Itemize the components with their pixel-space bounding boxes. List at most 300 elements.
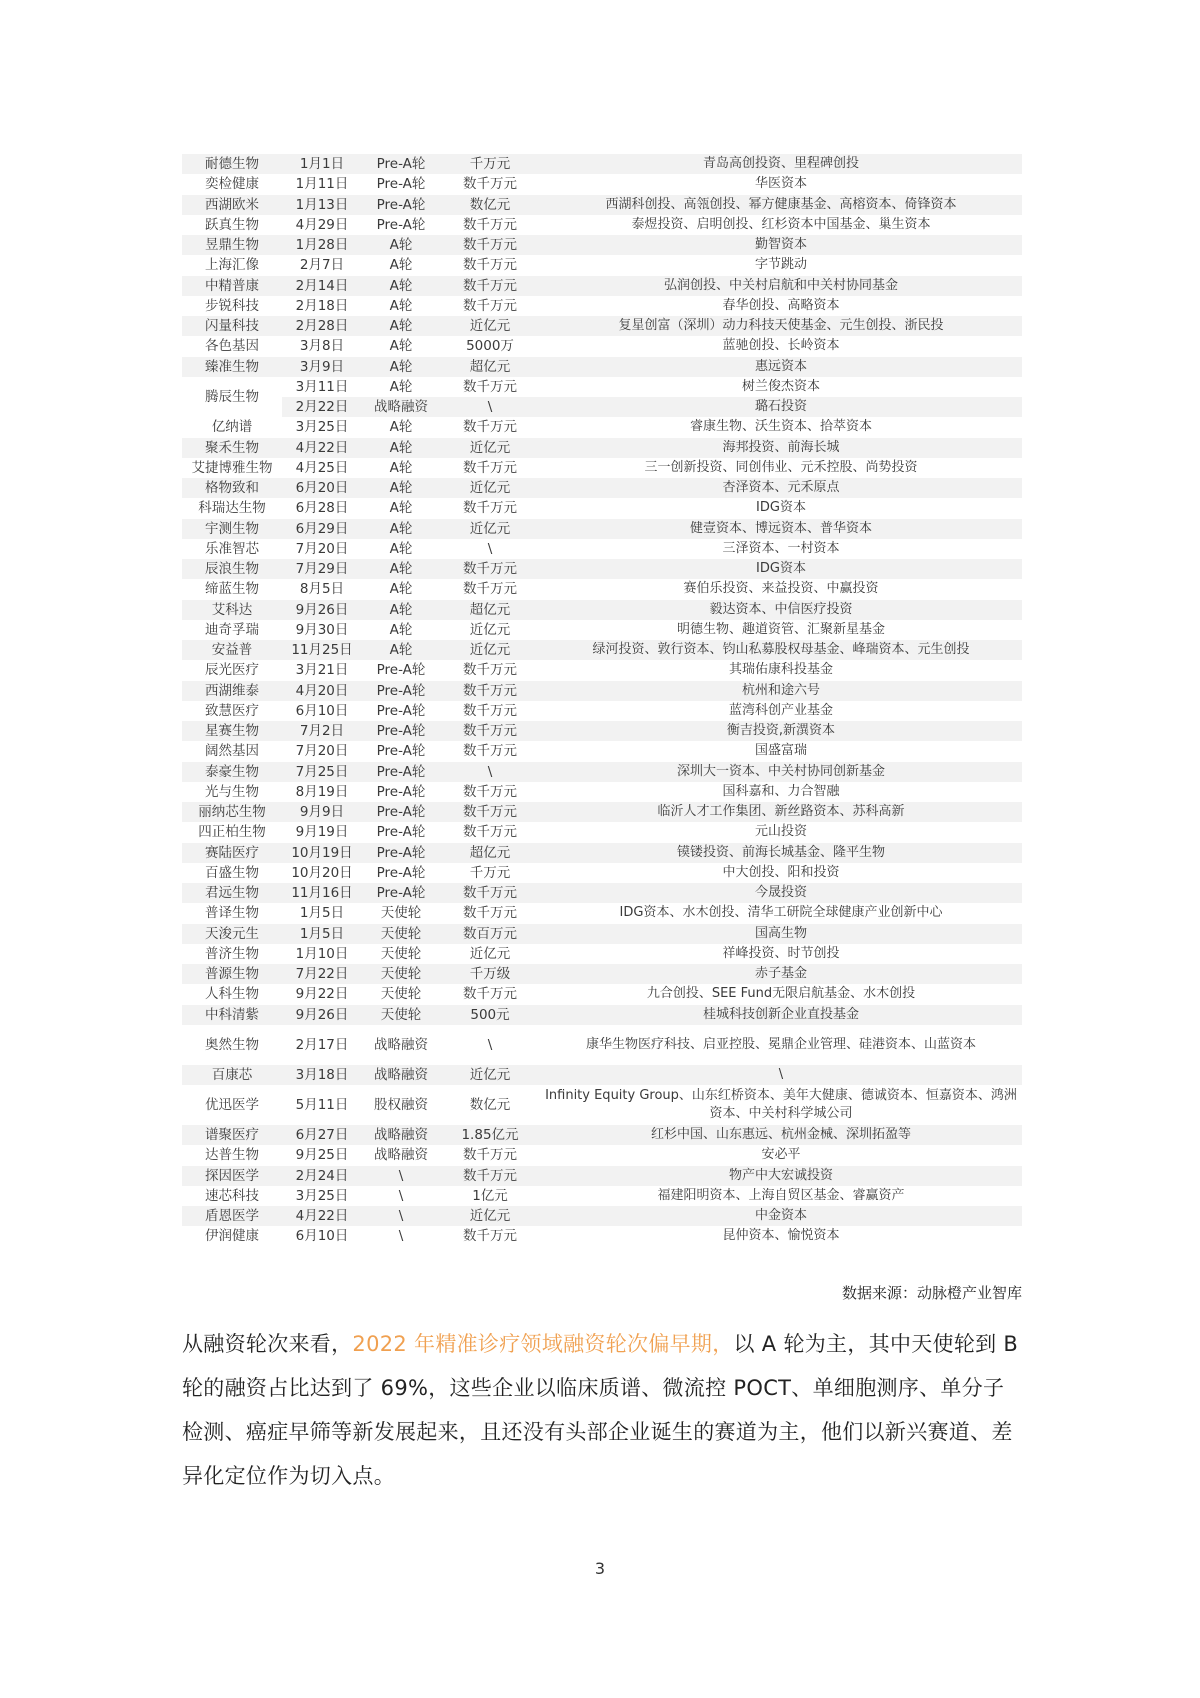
table-row bbox=[182, 498, 1022, 518]
table-row bbox=[182, 174, 1022, 194]
cell-amount: 千万级 bbox=[440, 964, 540, 984]
cell-amount: 超亿元 bbox=[440, 843, 540, 863]
cell-amount: 数千万元 bbox=[440, 822, 540, 842]
cell-round: Pre-A轮 bbox=[362, 883, 440, 903]
cell-date: 1月13日 bbox=[282, 195, 362, 215]
table-row bbox=[182, 276, 1022, 296]
table-row bbox=[182, 964, 1022, 984]
cell-date: 7月22日 bbox=[282, 964, 362, 984]
table-row bbox=[182, 620, 1022, 640]
table-row bbox=[182, 681, 1022, 701]
table-row bbox=[182, 1166, 1022, 1186]
cell-date: 9月9日 bbox=[282, 802, 362, 822]
cell-date: 1月11日 bbox=[282, 174, 362, 194]
cell-round: Pre-A轮 bbox=[362, 174, 440, 194]
cell-date: 1月5日 bbox=[282, 924, 362, 944]
table-row bbox=[182, 438, 1022, 458]
cell-amount: 数千万元 bbox=[440, 903, 540, 923]
cell-round: 天使轮 bbox=[362, 1005, 440, 1025]
cell-round: 战略融资 bbox=[362, 1025, 440, 1065]
cell-company: 达普生物 bbox=[182, 1145, 282, 1165]
cell-date: 6月27日 bbox=[282, 1125, 362, 1145]
table-row bbox=[182, 701, 1022, 721]
table-row bbox=[182, 822, 1022, 842]
data-source-note: 数据来源：动脉橙产业智库 bbox=[841, 1284, 1022, 1302]
table-row bbox=[182, 903, 1022, 923]
cell-company: 艾科达 bbox=[182, 600, 282, 620]
cell-date: 2月28日 bbox=[282, 316, 362, 336]
cell-round: Pre-A轮 bbox=[362, 681, 440, 701]
cell-round: A轮 bbox=[362, 498, 440, 518]
cell-date: 10月19日 bbox=[282, 843, 362, 863]
cell-round: A轮 bbox=[362, 539, 440, 559]
cell-amount: 数百万元 bbox=[440, 924, 540, 944]
cell-round: Pre-A轮 bbox=[362, 154, 440, 174]
cell-company: 辰浪生物 bbox=[182, 559, 282, 579]
cell-investors: 蓝驰创投、长岭资本 bbox=[540, 336, 1022, 356]
cell-investors: 绿河投资、敦行资本、钧山私募股权母基金、峰瑞资本、元生创投 bbox=[540, 640, 1022, 660]
cell-amount: 近亿元 bbox=[440, 316, 540, 336]
table-row bbox=[182, 660, 1022, 680]
table-row bbox=[182, 802, 1022, 822]
cell-date: 7月20日 bbox=[282, 741, 362, 761]
cell-company: 奥然生物 bbox=[182, 1025, 282, 1065]
cell-round: \ bbox=[362, 1226, 440, 1246]
cell-investors: 康华生物医疗科技、启亚控股、冕鼎企业管理、硅港资本、山蓝资本 bbox=[540, 1025, 1022, 1065]
cell-investors: 赤子基金 bbox=[540, 964, 1022, 984]
cell-investors: 中大创投、阳和投资 bbox=[540, 863, 1022, 883]
table-row bbox=[182, 721, 1022, 741]
paragraph-highlight: 2022 年精准诊疗领域融资轮次偏早期， bbox=[352, 1332, 734, 1356]
cell-investors: 今晟投资 bbox=[540, 883, 1022, 903]
table-row bbox=[182, 336, 1022, 356]
cell-amount: 近亿元 bbox=[440, 519, 540, 539]
cell-company: 阔然基因 bbox=[182, 741, 282, 761]
cell-round: A轮 bbox=[362, 579, 440, 599]
cell-date: 3月8日 bbox=[282, 336, 362, 356]
cell-company: 四正柏生物 bbox=[182, 822, 282, 842]
cell-company: 臻准生物 bbox=[182, 357, 282, 377]
cell-amount: 数千万元 bbox=[440, 1226, 540, 1246]
table-row bbox=[182, 154, 1022, 174]
cell-company: 亿纳谱 bbox=[182, 417, 282, 437]
cell-date: 3月21日 bbox=[282, 660, 362, 680]
cell-company: 赛陆医疗 bbox=[182, 843, 282, 863]
cell-date: 4月25日 bbox=[282, 458, 362, 478]
cell-amount: \ bbox=[440, 397, 540, 417]
table-row bbox=[182, 215, 1022, 235]
cell-round: A轮 bbox=[362, 519, 440, 539]
table-row bbox=[182, 741, 1022, 761]
paragraph-lead: 从融资轮次来看， bbox=[182, 1332, 353, 1356]
cell-company: 缔蓝生物 bbox=[182, 579, 282, 599]
cell-amount: 1.85亿元 bbox=[440, 1125, 540, 1145]
cell-date: 4月22日 bbox=[282, 1206, 362, 1226]
cell-date: 6月20日 bbox=[282, 478, 362, 498]
cell-date: 11月25日 bbox=[282, 640, 362, 660]
cell-investors: 九合创投、SEE Fund无限启航基金、水木创投 bbox=[540, 984, 1022, 1004]
cell-round: Pre-A轮 bbox=[362, 660, 440, 680]
cell-date: 1月5日 bbox=[282, 903, 362, 923]
cell-date: 3月25日 bbox=[282, 1186, 362, 1206]
cell-date: 6月10日 bbox=[282, 1226, 362, 1246]
cell-amount: 近亿元 bbox=[440, 640, 540, 660]
cell-date: 4月22日 bbox=[282, 438, 362, 458]
cell-amount: 数千万元 bbox=[440, 458, 540, 478]
cell-investors: 复星创富（深圳）动力科技天使基金、元生创投、浙民投 bbox=[540, 316, 1022, 336]
cell-investors: 三一创新投资、同创伟业、元禾控股、尚势投资 bbox=[540, 458, 1022, 478]
cell-round: A轮 bbox=[362, 255, 440, 275]
cell-round: A轮 bbox=[362, 316, 440, 336]
cell-company: 闪量科技 bbox=[182, 316, 282, 336]
cell-round: 战略融资 bbox=[362, 1145, 440, 1165]
cell-round: Pre-A轮 bbox=[362, 215, 440, 235]
cell-company: 西湖维泰 bbox=[182, 681, 282, 701]
cell-investors: 衡吉投资,新潩资本 bbox=[540, 721, 1022, 741]
cell-date: 6月28日 bbox=[282, 498, 362, 518]
cell-company: 腾辰生物 bbox=[182, 377, 282, 418]
cell-round: A轮 bbox=[362, 377, 440, 397]
cell-company: 科瑞达生物 bbox=[182, 498, 282, 518]
table-row bbox=[182, 235, 1022, 255]
cell-round: \ bbox=[362, 1186, 440, 1206]
cell-investors: 安必平 bbox=[540, 1145, 1022, 1165]
cell-company: 聚禾生物 bbox=[182, 438, 282, 458]
table-row bbox=[182, 1186, 1022, 1206]
cell-amount: \ bbox=[440, 539, 540, 559]
cell-investors: 海邦投资、前海长城 bbox=[540, 438, 1022, 458]
cell-company: 宇测生物 bbox=[182, 519, 282, 539]
cell-investors: 健壹资本、博远资本、普华资本 bbox=[540, 519, 1022, 539]
cell-amount: 数千万元 bbox=[440, 681, 540, 701]
cell-company: 百盛生物 bbox=[182, 863, 282, 883]
cell-date: 1月1日 bbox=[282, 154, 362, 174]
cell-company: 乐准智芯 bbox=[182, 539, 282, 559]
cell-round: Pre-A轮 bbox=[362, 741, 440, 761]
cell-investors: \ bbox=[540, 1065, 1022, 1085]
cell-date: 7月25日 bbox=[282, 762, 362, 782]
cell-date: 7月20日 bbox=[282, 539, 362, 559]
cell-round: \ bbox=[362, 1206, 440, 1226]
cell-amount: 数千万元 bbox=[440, 235, 540, 255]
cell-amount: 近亿元 bbox=[440, 1206, 540, 1226]
table-row bbox=[182, 579, 1022, 599]
cell-investors: 字节跳动 bbox=[540, 255, 1022, 275]
table-row bbox=[182, 458, 1022, 478]
cell-round: A轮 bbox=[362, 640, 440, 660]
cell-amount: 近亿元 bbox=[440, 438, 540, 458]
cell-company: 各色基因 bbox=[182, 336, 282, 356]
cell-investors: 华医资本 bbox=[540, 174, 1022, 194]
table-row bbox=[182, 924, 1022, 944]
cell-amount: 近亿元 bbox=[440, 944, 540, 964]
cell-amount: 千万元 bbox=[440, 863, 540, 883]
table-row bbox=[182, 984, 1022, 1004]
table-row bbox=[182, 863, 1022, 883]
cell-investors: 元山投资 bbox=[540, 822, 1022, 842]
cell-date: 11月16日 bbox=[282, 883, 362, 903]
cell-company: 迪奇孚瑞 bbox=[182, 620, 282, 640]
cell-round: A轮 bbox=[362, 600, 440, 620]
cell-amount: 数千万元 bbox=[440, 579, 540, 599]
table-row bbox=[182, 1125, 1022, 1145]
cell-date: 9月26日 bbox=[282, 600, 362, 620]
cell-investors: 红杉中国、山东惠远、杭州金械、深圳拓盈等 bbox=[540, 1125, 1022, 1145]
page-number: 3 bbox=[594, 1559, 606, 1578]
cell-investors: 西湖科创投、高瓴创投、幂方健康基金、高榕资本、倚锋资本 bbox=[540, 195, 1022, 215]
cell-date: 1月10日 bbox=[282, 944, 362, 964]
cell-round: 天使轮 bbox=[362, 903, 440, 923]
cell-company: 普济生物 bbox=[182, 944, 282, 964]
cell-date: 6月29日 bbox=[282, 519, 362, 539]
cell-investors: 杭州和途六号 bbox=[540, 681, 1022, 701]
cell-company: 盾恩医学 bbox=[182, 1206, 282, 1226]
cell-company: 丽纳芯生物 bbox=[182, 802, 282, 822]
cell-investors: 赛伯乐投资、来益投资、中赢投资 bbox=[540, 579, 1022, 599]
cell-amount: 数千万元 bbox=[440, 377, 540, 397]
cell-round: Pre-A轮 bbox=[362, 863, 440, 883]
cell-round: Pre-A轮 bbox=[362, 802, 440, 822]
table-row bbox=[182, 1025, 1022, 1065]
cell-amount: 5000万 bbox=[440, 336, 540, 356]
cell-investors: 璐石投资 bbox=[540, 397, 1022, 417]
cell-round: A轮 bbox=[362, 620, 440, 640]
body-paragraph bbox=[182, 1322, 1022, 1498]
cell-amount: 数千万元 bbox=[440, 802, 540, 822]
cell-investors: IDG资本 bbox=[540, 559, 1022, 579]
cell-date: 9月19日 bbox=[282, 822, 362, 842]
cell-round: A轮 bbox=[362, 357, 440, 377]
cell-date: 4月20日 bbox=[282, 681, 362, 701]
cell-round: Pre-A轮 bbox=[362, 721, 440, 741]
cell-company: 君远生物 bbox=[182, 883, 282, 903]
cell-investors: 深圳大一资本、中关村协同创新基金 bbox=[540, 762, 1022, 782]
table-row bbox=[182, 316, 1022, 336]
cell-investors: 物产中大宏诚投资 bbox=[540, 1166, 1022, 1186]
table-row bbox=[182, 255, 1022, 275]
cell-round: Pre-A轮 bbox=[362, 782, 440, 802]
cell-date: 8月5日 bbox=[282, 579, 362, 599]
cell-amount: 近亿元 bbox=[440, 620, 540, 640]
cell-amount: 500元 bbox=[440, 1005, 540, 1025]
table-row bbox=[182, 1085, 1022, 1125]
cell-amount: 数千万元 bbox=[440, 721, 540, 741]
cell-date: 2月18日 bbox=[282, 296, 362, 316]
cell-company: 伊润健康 bbox=[182, 1226, 282, 1246]
table-row bbox=[182, 377, 1022, 397]
cell-round: A轮 bbox=[362, 336, 440, 356]
cell-date: 2月24日 bbox=[282, 1166, 362, 1186]
cell-date: 3月18日 bbox=[282, 1065, 362, 1085]
cell-investors: 国高生物 bbox=[540, 924, 1022, 944]
cell-investors: 树兰俊杰资本 bbox=[540, 377, 1022, 397]
cell-round: A轮 bbox=[362, 417, 440, 437]
cell-round: 天使轮 bbox=[362, 944, 440, 964]
cell-amount: 数千万元 bbox=[440, 174, 540, 194]
cell-investors: 毅达资本、中信医疗投资 bbox=[540, 600, 1022, 620]
cell-company: 中科清紫 bbox=[182, 1005, 282, 1025]
cell-investors: 昆仲资本、愉悦资本 bbox=[540, 1226, 1022, 1246]
cell-company: 谱聚医疗 bbox=[182, 1125, 282, 1145]
cell-date: 3月9日 bbox=[282, 357, 362, 377]
cell-amount: 数千万元 bbox=[440, 701, 540, 721]
cell-company: 人科生物 bbox=[182, 984, 282, 1004]
table-row bbox=[182, 640, 1022, 660]
table-row bbox=[182, 782, 1022, 802]
cell-amount: 数千万元 bbox=[440, 417, 540, 437]
cell-investors: 弘润创投、中关村启航和中关村协同基金 bbox=[540, 276, 1022, 296]
table-row bbox=[182, 296, 1022, 316]
cell-investors: 明德生物、趣道资管、汇聚新星基金 bbox=[540, 620, 1022, 640]
table-row bbox=[182, 1065, 1022, 1085]
table-row bbox=[182, 519, 1022, 539]
table-row bbox=[182, 883, 1022, 903]
table-row bbox=[182, 397, 1022, 417]
cell-date: 2月7日 bbox=[282, 255, 362, 275]
cell-round: 天使轮 bbox=[362, 964, 440, 984]
cell-date: 7月29日 bbox=[282, 559, 362, 579]
cell-company: 中精普康 bbox=[182, 276, 282, 296]
cell-amount: 1亿元 bbox=[440, 1186, 540, 1206]
cell-company: 上海汇像 bbox=[182, 255, 282, 275]
cell-company: 西湖欧米 bbox=[182, 195, 282, 215]
table-row bbox=[182, 1206, 1022, 1226]
cell-investors: 惠远资本 bbox=[540, 357, 1022, 377]
cell-date: 10月20日 bbox=[282, 863, 362, 883]
table-row bbox=[182, 357, 1022, 377]
cell-amount: 数千万元 bbox=[440, 741, 540, 761]
table-row bbox=[182, 478, 1022, 498]
cell-round: 战略融资 bbox=[362, 397, 440, 417]
table-row bbox=[182, 762, 1022, 782]
cell-company: 普译生物 bbox=[182, 903, 282, 923]
cell-investors: 福建阳明资本、上海自贸区基金、睿赢资产 bbox=[540, 1186, 1022, 1206]
cell-date: 6月10日 bbox=[282, 701, 362, 721]
cell-round: A轮 bbox=[362, 296, 440, 316]
cell-date: 9月22日 bbox=[282, 984, 362, 1004]
cell-round: A轮 bbox=[362, 276, 440, 296]
table-row bbox=[182, 600, 1022, 620]
cell-round: A轮 bbox=[362, 458, 440, 478]
cell-investors: 杏泽资本、元禾原点 bbox=[540, 478, 1022, 498]
cell-amount: 超亿元 bbox=[440, 357, 540, 377]
cell-investors: 三泽资本、一村资本 bbox=[540, 539, 1022, 559]
cell-round: Pre-A轮 bbox=[362, 701, 440, 721]
cell-company: 探因医学 bbox=[182, 1166, 282, 1186]
cell-round: Pre-A轮 bbox=[362, 195, 440, 215]
cell-date: 2月22日 bbox=[282, 397, 362, 417]
cell-amount: 数千万元 bbox=[440, 1166, 540, 1186]
cell-date: 1月28日 bbox=[282, 235, 362, 255]
cell-round: Pre-A轮 bbox=[362, 822, 440, 842]
cell-date: 3月11日 bbox=[282, 377, 362, 397]
table-row bbox=[182, 1145, 1022, 1165]
cell-investors: 镆镂投资、前海长城基金、隆平生物 bbox=[540, 843, 1022, 863]
cell-date: 2月14日 bbox=[282, 276, 362, 296]
cell-investors: Infinity Equity Group、山东红桥资本、美年大健康、德诚资本、恒嘉资本、鸿洲资本、中关村科学城公司 bbox=[540, 1085, 1022, 1125]
cell-investors: 国科嘉和、力合智融 bbox=[540, 782, 1022, 802]
cell-round: A轮 bbox=[362, 559, 440, 579]
cell-date: 2月17日 bbox=[282, 1025, 362, 1065]
cell-company: 光与生物 bbox=[182, 782, 282, 802]
cell-date: 8月19日 bbox=[282, 782, 362, 802]
cell-investors: 桂城科技创新企业直投基金 bbox=[540, 1005, 1022, 1025]
cell-amount: 数千万元 bbox=[440, 559, 540, 579]
cell-company: 速芯科技 bbox=[182, 1186, 282, 1206]
cell-round: 股权融资 bbox=[362, 1085, 440, 1125]
cell-amount: 数千万元 bbox=[440, 276, 540, 296]
cell-investors: 春华创投、高略资本 bbox=[540, 296, 1022, 316]
cell-amount: 超亿元 bbox=[440, 600, 540, 620]
cell-amount: 数千万元 bbox=[440, 660, 540, 680]
cell-amount: \ bbox=[440, 1025, 540, 1065]
cell-company: 奕检健康 bbox=[182, 174, 282, 194]
cell-round: 战略融资 bbox=[362, 1125, 440, 1145]
cell-date: 9月26日 bbox=[282, 1005, 362, 1025]
cell-date: 4月29日 bbox=[282, 215, 362, 235]
cell-company: 昱鼎生物 bbox=[182, 235, 282, 255]
cell-date: 9月25日 bbox=[282, 1145, 362, 1165]
cell-amount: 数千万元 bbox=[440, 984, 540, 1004]
cell-amount: 近亿元 bbox=[440, 478, 540, 498]
cell-amount: 数千万元 bbox=[440, 498, 540, 518]
table-row bbox=[182, 944, 1022, 964]
paragraph-rest: 以 A 轮为主，其中天使轮到 B 轮的融资占比达到了 69%，这些企业以临床质谱、微流控 POCT、单细胞测序、单分子检测、癌症早筛等新发展起来，且还没有头部企业诞生的赛道为主，他们以新兴赛道、差异化定位作为切入点。 bbox=[182, 1332, 1019, 1488]
cell-company: 普源生物 bbox=[182, 964, 282, 984]
cell-round: Pre-A轮 bbox=[362, 843, 440, 863]
cell-investors: 祥峰投资、时节创投 bbox=[540, 944, 1022, 964]
cell-investors: 泰煜投资、启明创投、红杉资本中国基金、巢生资本 bbox=[540, 215, 1022, 235]
cell-round: A轮 bbox=[362, 438, 440, 458]
cell-company: 天浚元生 bbox=[182, 924, 282, 944]
cell-investors: 睿康生物、沃生资本、拾萃资本 bbox=[540, 417, 1022, 437]
cell-company: 安益普 bbox=[182, 640, 282, 660]
table-row bbox=[182, 417, 1022, 437]
cell-amount: 数千万元 bbox=[440, 883, 540, 903]
cell-company: 致慧医疗 bbox=[182, 701, 282, 721]
cell-company: 百康芯 bbox=[182, 1065, 282, 1085]
cell-amount: 数千万元 bbox=[440, 215, 540, 235]
cell-amount: \ bbox=[440, 762, 540, 782]
cell-investors: 其瑞佑康科投基金 bbox=[540, 660, 1022, 680]
cell-amount: 数千万元 bbox=[440, 782, 540, 802]
cell-amount: 数千万元 bbox=[440, 296, 540, 316]
funding-table bbox=[182, 154, 1022, 1247]
cell-date: 7月2日 bbox=[282, 721, 362, 741]
table-row bbox=[182, 559, 1022, 579]
cell-round: \ bbox=[362, 1166, 440, 1186]
table-row bbox=[182, 1005, 1022, 1025]
cell-investors: IDG资本、水木创投、清华工研院全球健康产业创新中心 bbox=[540, 903, 1022, 923]
cell-investors: 勤智资本 bbox=[540, 235, 1022, 255]
cell-amount: 近亿元 bbox=[440, 1065, 540, 1085]
cell-amount: 数亿元 bbox=[440, 195, 540, 215]
cell-company: 辰光医疗 bbox=[182, 660, 282, 680]
table-row bbox=[182, 539, 1022, 559]
cell-company: 耐德生物 bbox=[182, 154, 282, 174]
cell-investors: 临沂人才工作集团、新丝路资本、苏科高新 bbox=[540, 802, 1022, 822]
cell-company: 星赛生物 bbox=[182, 721, 282, 741]
table-row bbox=[182, 843, 1022, 863]
cell-investors: IDG资本 bbox=[540, 498, 1022, 518]
cell-company: 艾捷博雅生物 bbox=[182, 458, 282, 478]
cell-round: 天使轮 bbox=[362, 984, 440, 1004]
cell-round: A轮 bbox=[362, 478, 440, 498]
cell-company: 步锐科技 bbox=[182, 296, 282, 316]
cell-company: 格物致和 bbox=[182, 478, 282, 498]
cell-company: 泰豪生物 bbox=[182, 762, 282, 782]
cell-date: 9月30日 bbox=[282, 620, 362, 640]
